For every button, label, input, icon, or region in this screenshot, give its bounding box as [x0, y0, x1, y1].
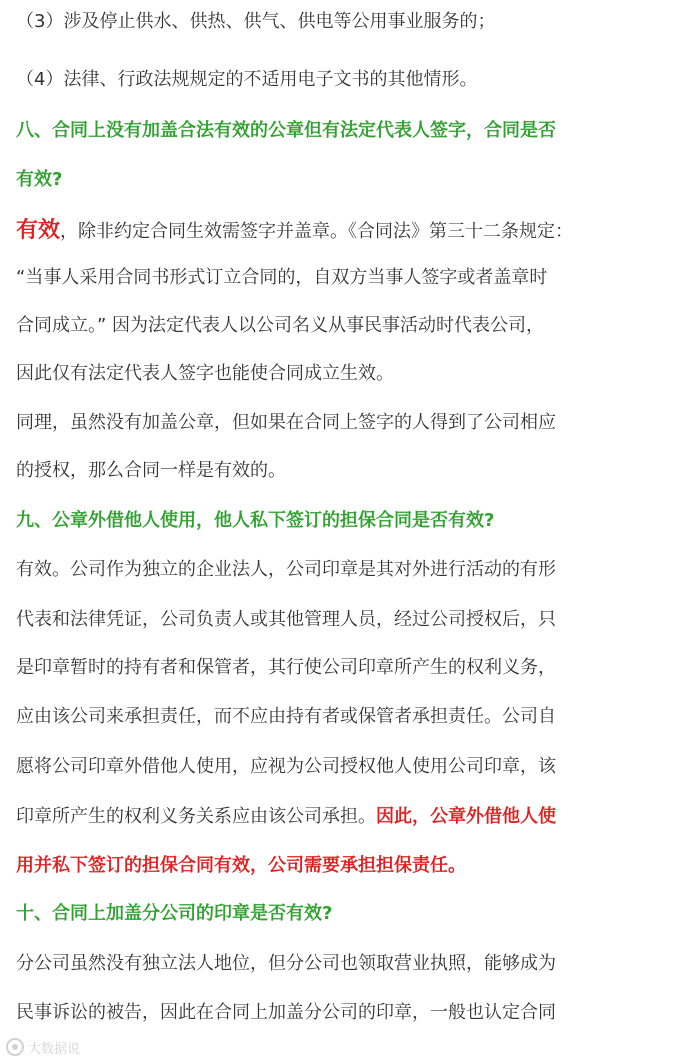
- text-line: [16, 263, 666, 293]
- body-text: 应由该公司来承担责任，而不应由持有者或保管者承担责任。公司自: [16, 706, 556, 727]
- text-line: [16, 998, 666, 1028]
- watermark: [6, 1036, 80, 1058]
- body-text: （4）法律、行政法规规定的不适用电子文书的其他情形。: [16, 69, 478, 90]
- body-text: 同理，虽然没有加盖公章，但如果在合同上签字的人得到了公司相应: [16, 412, 556, 433]
- emphasis-text: 因此，公章外借他人使: [376, 806, 556, 827]
- body-text: 印章所产生的权利义务关系应由该公司承担。: [16, 806, 376, 827]
- text-line: [16, 7, 666, 37]
- body-text: ，除非约定合同生效需签字并盖章。《合同法》第三十二条规定：: [60, 221, 574, 242]
- text-line: [16, 65, 666, 95]
- body-text: “当事人采用合同书形式订立合同的，自双方当事人签字或者盖章时: [16, 267, 548, 288]
- text-line: [16, 456, 666, 486]
- text-line: [16, 802, 666, 832]
- section-heading: 有效?: [16, 169, 63, 190]
- text-line: [16, 311, 666, 341]
- text-line: [16, 165, 666, 195]
- text-line: [16, 851, 666, 881]
- text-line: [16, 702, 666, 732]
- body-text: （3）涉及停止供水、供热、供气、供电等公用事业服务的；: [16, 11, 496, 32]
- text-line: [16, 359, 666, 389]
- body-text: 分公司虽然没有独立法人地位，但分公司也领取营业执照，能够成为: [16, 953, 556, 974]
- body-text: 有效。公司作为独立的企业法人，公司印章是其对外进行活动的有形: [16, 559, 556, 580]
- text-line: [16, 216, 666, 246]
- body-text: 的授权，那么合同一样是有效的。: [16, 460, 286, 481]
- section-heading: 八、合同上没有加盖合法有效的公章但有法定代表人签字，合同是否: [16, 120, 556, 141]
- text-line: [16, 752, 666, 782]
- emphasis-text: 用并私下签订的担保合同有效，公司需要承担担保责任。: [16, 855, 466, 876]
- emphasis-text: 有效: [16, 218, 61, 243]
- body-text: 代表和法律凭证，公司负责人或其他管理人员，经过公司授权后，只: [16, 609, 556, 630]
- text-line: [16, 653, 666, 683]
- section-heading: 九、公章外借他人使用，他人私下签订的担保合同是否有效?: [16, 510, 495, 531]
- body-text: 因此仅有法定代表人签字也能使合同成立生效。: [16, 363, 394, 384]
- watermark-logo-icon: [6, 1038, 24, 1056]
- watermark-text: 大数据说: [28, 1041, 81, 1057]
- text-line: [16, 506, 666, 536]
- body-text: 是印章暂时的持有者和保管者，其行使公司印章所产生的权利义务，: [16, 657, 556, 678]
- section-heading: 十、合同上加盖分公司的印章是否有效?: [16, 903, 333, 924]
- text-line: [16, 555, 666, 585]
- body-text: 愿将公司印章外借他人使用，应视为公司授权他人使用公司印章，该: [16, 756, 556, 777]
- text-line: [16, 116, 666, 146]
- body-text: 合同成立。” 因为法定代表人以公司名义从事民事活动时代表公司，: [16, 315, 545, 336]
- text-line: [16, 899, 666, 929]
- body-text: 民事诉讼的被告，因此在合同上加盖分公司的印章，一般也认定合同: [16, 1002, 556, 1023]
- text-line: [16, 408, 666, 438]
- text-line: [16, 605, 666, 635]
- text-line: [16, 949, 666, 979]
